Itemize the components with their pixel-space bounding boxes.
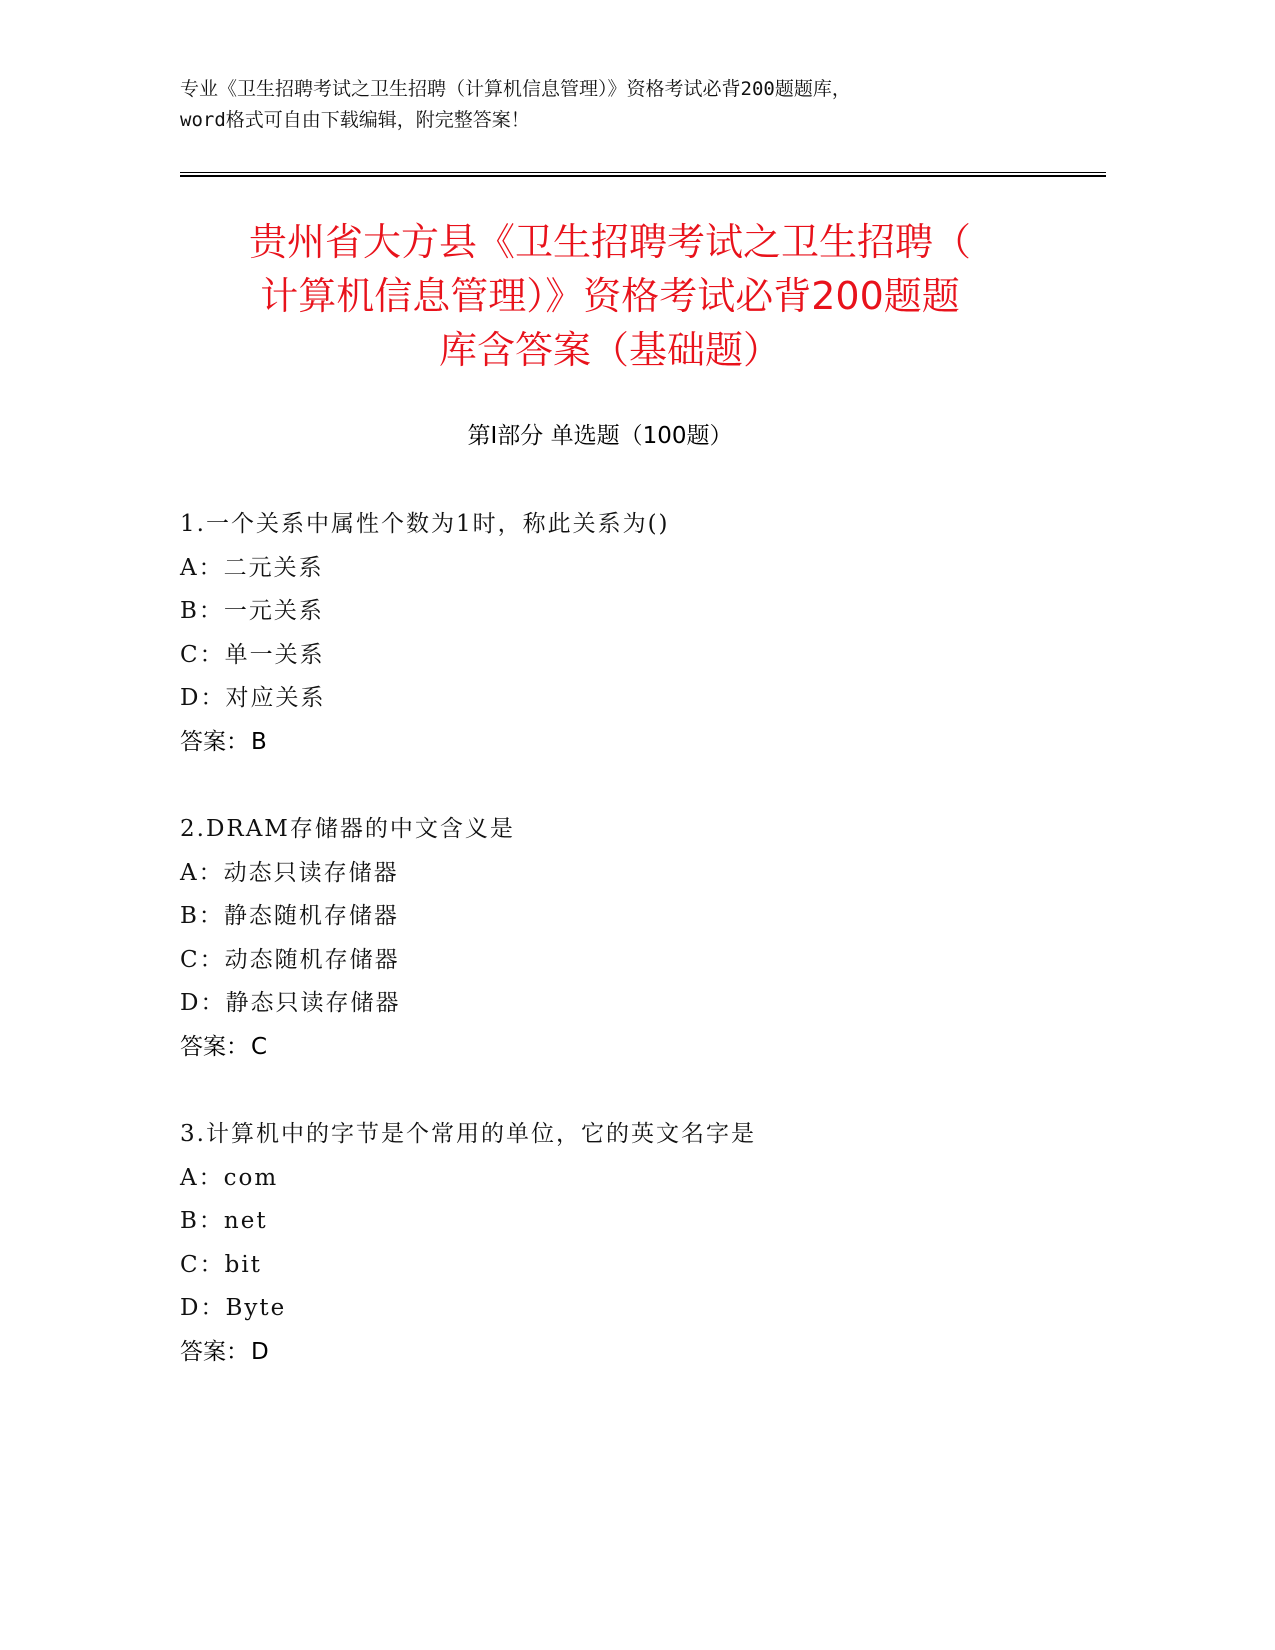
document-title	[180, 215, 1040, 377]
answer-line	[180, 1331, 1100, 1375]
question-1	[180, 503, 1100, 764]
question-stem: 1.一个关系中属性个数为1时，称此关系为()	[180, 511, 670, 537]
option-b: B：net	[180, 1208, 268, 1234]
question-stem: 2.DRAM存储器的中文含义是	[180, 816, 515, 842]
header-note	[180, 74, 1080, 136]
option-a: A：动态只读存储器	[180, 859, 399, 886]
option-d: D：Byte	[180, 1295, 287, 1321]
header-rule-bottom	[180, 175, 1106, 177]
option-d: D：对应关系	[180, 685, 326, 711]
section-heading: 第I部分 单选题（100题）	[467, 423, 733, 449]
answer-label: 答案：	[180, 1338, 249, 1365]
title-line-3: 库含答案（基础题）	[438, 328, 781, 372]
option-c: C：单一关系	[180, 641, 325, 668]
header-note-line-2: word格式可自由下载编辑，附完整答案！	[180, 109, 530, 131]
answer-label: 答案：	[180, 1033, 249, 1060]
option-a: A：二元关系	[180, 554, 324, 581]
option-a: A：com	[180, 1164, 279, 1191]
answer-line	[180, 1026, 1100, 1070]
option-b: B：一元关系	[180, 598, 324, 624]
title-line-2: 计算机信息管理）》资格考试必背200题题	[260, 274, 960, 318]
answer-value: B	[251, 728, 267, 755]
answer-line	[180, 721, 1100, 765]
answer-value: D	[251, 1338, 269, 1365]
option-c: C：动态随机存储器	[180, 946, 400, 973]
header-rule-top	[180, 172, 1106, 173]
answer-value: C	[251, 1033, 268, 1060]
question-stem: 3.计算机中的字节是个常用的单位，它的英文名字是	[180, 1121, 756, 1147]
header-note-line-1: 专业《卫生招聘考试之卫生招聘（计算机信息管理）》资格考试必背200题题库，	[180, 78, 851, 100]
answer-label: 答案：	[180, 728, 249, 755]
title-line-1: 贵州省大方县《卫生招聘考试之卫生招聘（	[248, 220, 971, 264]
question-3	[180, 1113, 1100, 1374]
option-c: C：bit	[180, 1251, 262, 1278]
option-b: B：静态随机存储器	[180, 903, 399, 929]
question-2	[180, 808, 1100, 1069]
option-d: D：静态只读存储器	[180, 990, 401, 1016]
